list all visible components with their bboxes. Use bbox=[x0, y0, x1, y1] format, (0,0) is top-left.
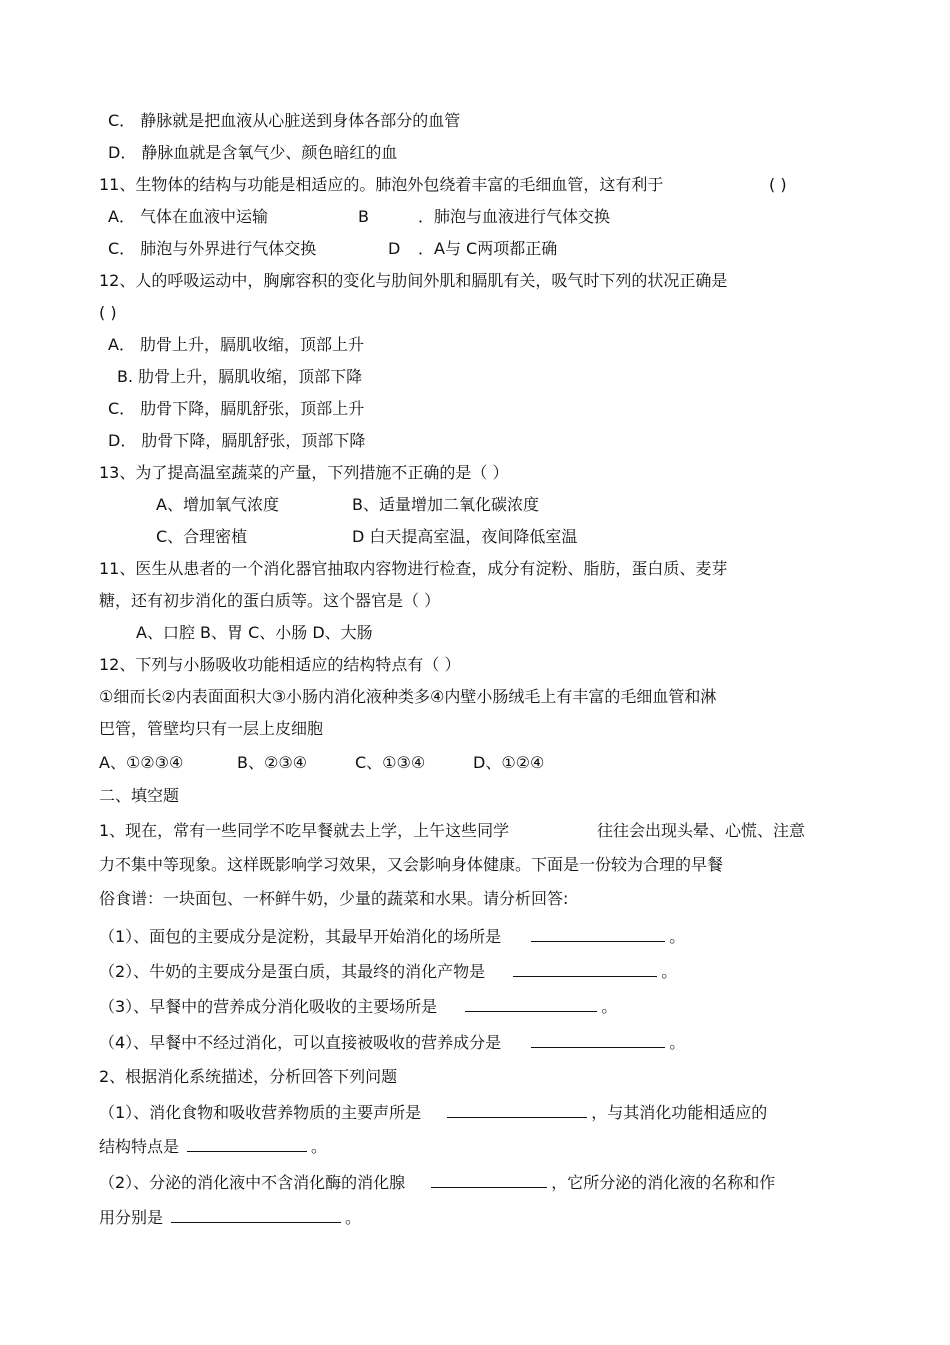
fill1-sub2-text: （2）、牛奶的主要成分是蛋白质，其最终的消化产物是 bbox=[99, 962, 486, 981]
fill2-sub1-tail: ，与其消化功能相适应的 bbox=[591, 1103, 768, 1122]
q11-option-a: A． 气体在血液中运输 bbox=[108, 207, 269, 226]
q12b-option-c: C、①③④ bbox=[355, 753, 426, 772]
fill1-line3: 俗食谱：一块面包、一杯鲜牛奶，少量的蔬菜和水果。请分析回答: bbox=[99, 889, 569, 908]
fill2-sub2-end: 。 bbox=[345, 1208, 362, 1227]
fill2-sub2-tail: ，它所分泌的消化液的名称和作 bbox=[551, 1173, 776, 1192]
fill1-line1a: 1、现在，常有一些同学不吃早餐就去上学，上午这些同学 bbox=[99, 821, 510, 840]
section-title: 二、填空题 bbox=[99, 786, 180, 805]
fill2-sub1-text: （1）、消化食物和吸收营养物质的主要声所是 bbox=[99, 1103, 422, 1122]
q12b-option-a: A、①②③④ bbox=[99, 753, 184, 772]
fill2-sub2-cont bbox=[99, 1206, 361, 1229]
q13-option-d: D 白天提高室温，夜间降低室温 bbox=[352, 527, 578, 546]
fill1-line1b: 往往会出现头晕、心慌、注意 bbox=[597, 821, 806, 840]
q12-option-c: C． 肋骨下降，膈肌舒张，顶部上升 bbox=[108, 399, 365, 418]
q13-option-c: C、合理密植 bbox=[156, 527, 248, 546]
q11-option-b-letter: B bbox=[358, 207, 369, 226]
fill2-sub1-cont-text: 结构特点是 bbox=[99, 1137, 180, 1156]
fill2-stem: 2、根据消化系统描述，分析回答下列问题 bbox=[99, 1067, 398, 1086]
q12-answer-paren: ( ) bbox=[99, 303, 117, 322]
q11-answer-paren: ( ) bbox=[769, 175, 787, 194]
fill1-sub2 bbox=[99, 960, 677, 983]
fill1-line2: 力不集中等现象。这样既影响学习效果，又会影响身体健康。下面是一份较为合理的早餐 bbox=[99, 855, 724, 874]
q11-option-b-text: ．肺泡与血液进行气体交换 bbox=[418, 207, 611, 226]
fill1-sub1-blank[interactable] bbox=[531, 925, 665, 942]
fill2-sub1-end: 。 bbox=[311, 1137, 328, 1156]
fill2-sub2-text: （2）、分泌的消化液中不含消化酶的消化腺 bbox=[99, 1173, 406, 1192]
fill1-sub4-end: 。 bbox=[669, 1033, 686, 1052]
fill2-sub2 bbox=[99, 1171, 775, 1194]
fill2-sub2-blank[interactable] bbox=[431, 1171, 547, 1188]
fill2-sub1-cont-blank[interactable] bbox=[187, 1135, 307, 1152]
q12b-option-d: D、①②④ bbox=[473, 753, 545, 772]
fill2-sub2-cont-text: 用分别是 bbox=[99, 1208, 164, 1227]
fill1-sub2-blank[interactable] bbox=[513, 960, 657, 977]
q12b-stem: 12、下列与小肠吸收功能相适应的结构特点有（ ） bbox=[99, 655, 461, 674]
q11-stem: 11、生物体的结构与功能是相适应的。肺泡外包绕着丰富的毛细血管，这有利于 bbox=[99, 175, 664, 194]
q11-option-d-letter: D bbox=[388, 239, 401, 258]
fill2-sub1 bbox=[99, 1101, 767, 1124]
fill1-sub3-text: （3）、早餐中的营养成分消化吸收的主要场所是 bbox=[99, 997, 438, 1016]
q10-option-d: D． 静脉血就是含氧气少、颜色暗红的血 bbox=[108, 143, 398, 162]
fill1-sub4 bbox=[99, 1031, 685, 1054]
q11-option-d-text: ．A与 C两项都正确 bbox=[418, 239, 558, 258]
fill1-sub1 bbox=[99, 925, 685, 948]
fill1-sub2-end: 。 bbox=[661, 962, 678, 981]
q11-option-c: C． 肺泡与外界进行气体交换 bbox=[108, 239, 317, 258]
q13-stem: 13、为了提高温室蔬菜的产量，下列措施不正确的是（ ） bbox=[99, 463, 509, 482]
fill2-sub1-cont bbox=[99, 1135, 327, 1158]
q12-option-d: D． 肋骨下降，膈肌舒张，顶部下降 bbox=[108, 431, 366, 450]
q11b-stem-line1: 11、医生从患者的一个消化器官抽取内容物进行检查，成分有淀粉、脂肪，蛋白质、麦芽 bbox=[99, 559, 728, 578]
fill1-sub3-blank[interactable] bbox=[465, 995, 597, 1012]
q12-stem: 12、人的呼吸运动中，胸廓容积的变化与肋间外肌和膈肌有关，吸气时下列的状况正确是 bbox=[99, 271, 728, 290]
q12b-line2: 巴管，管壁均只有一层上皮细胞 bbox=[99, 719, 324, 738]
q13-option-a: A、增加氧气浓度 bbox=[156, 495, 279, 514]
fill2-sub2-cont-blank[interactable] bbox=[171, 1206, 341, 1223]
q10-option-c: C． 静脉就是把血液从心脏送到身体各部分的血管 bbox=[108, 111, 461, 130]
q12-option-b: B. 肋骨上升，膈肌收缩，顶部下降 bbox=[117, 367, 363, 386]
fill1-sub4-blank[interactable] bbox=[531, 1031, 665, 1048]
fill1-sub3 bbox=[99, 995, 617, 1018]
fill1-sub1-end: 。 bbox=[669, 927, 686, 946]
fill1-sub3-end: 。 bbox=[601, 997, 618, 1016]
q11b-stem-line2: 糖，还有初步消化的蛋白质等。这个器官是（ ） bbox=[99, 591, 441, 610]
fill1-sub1-text: （1）、面包的主要成分是淀粉，其最早开始消化的场所是 bbox=[99, 927, 502, 946]
q11b-options: A、口腔 B、胃 C、小肠 D、大肠 bbox=[136, 623, 373, 642]
q13-option-b: B、适量增加二氧化碳浓度 bbox=[352, 495, 539, 514]
q12b-line1: ①细而长②内表面面积大③小肠内消化液种类多④内壁小肠绒毛上有丰富的毛细血管和淋 bbox=[99, 687, 717, 706]
fill1-sub4-text: （4）、早餐中不经过消化，可以直接被吸收的营养成分是 bbox=[99, 1033, 502, 1052]
q12-option-a: A． 肋骨上升，膈肌收缩，顶部上升 bbox=[108, 335, 365, 354]
q12b-option-b: B、②③④ bbox=[237, 753, 308, 772]
fill2-sub1-blank[interactable] bbox=[447, 1101, 587, 1118]
